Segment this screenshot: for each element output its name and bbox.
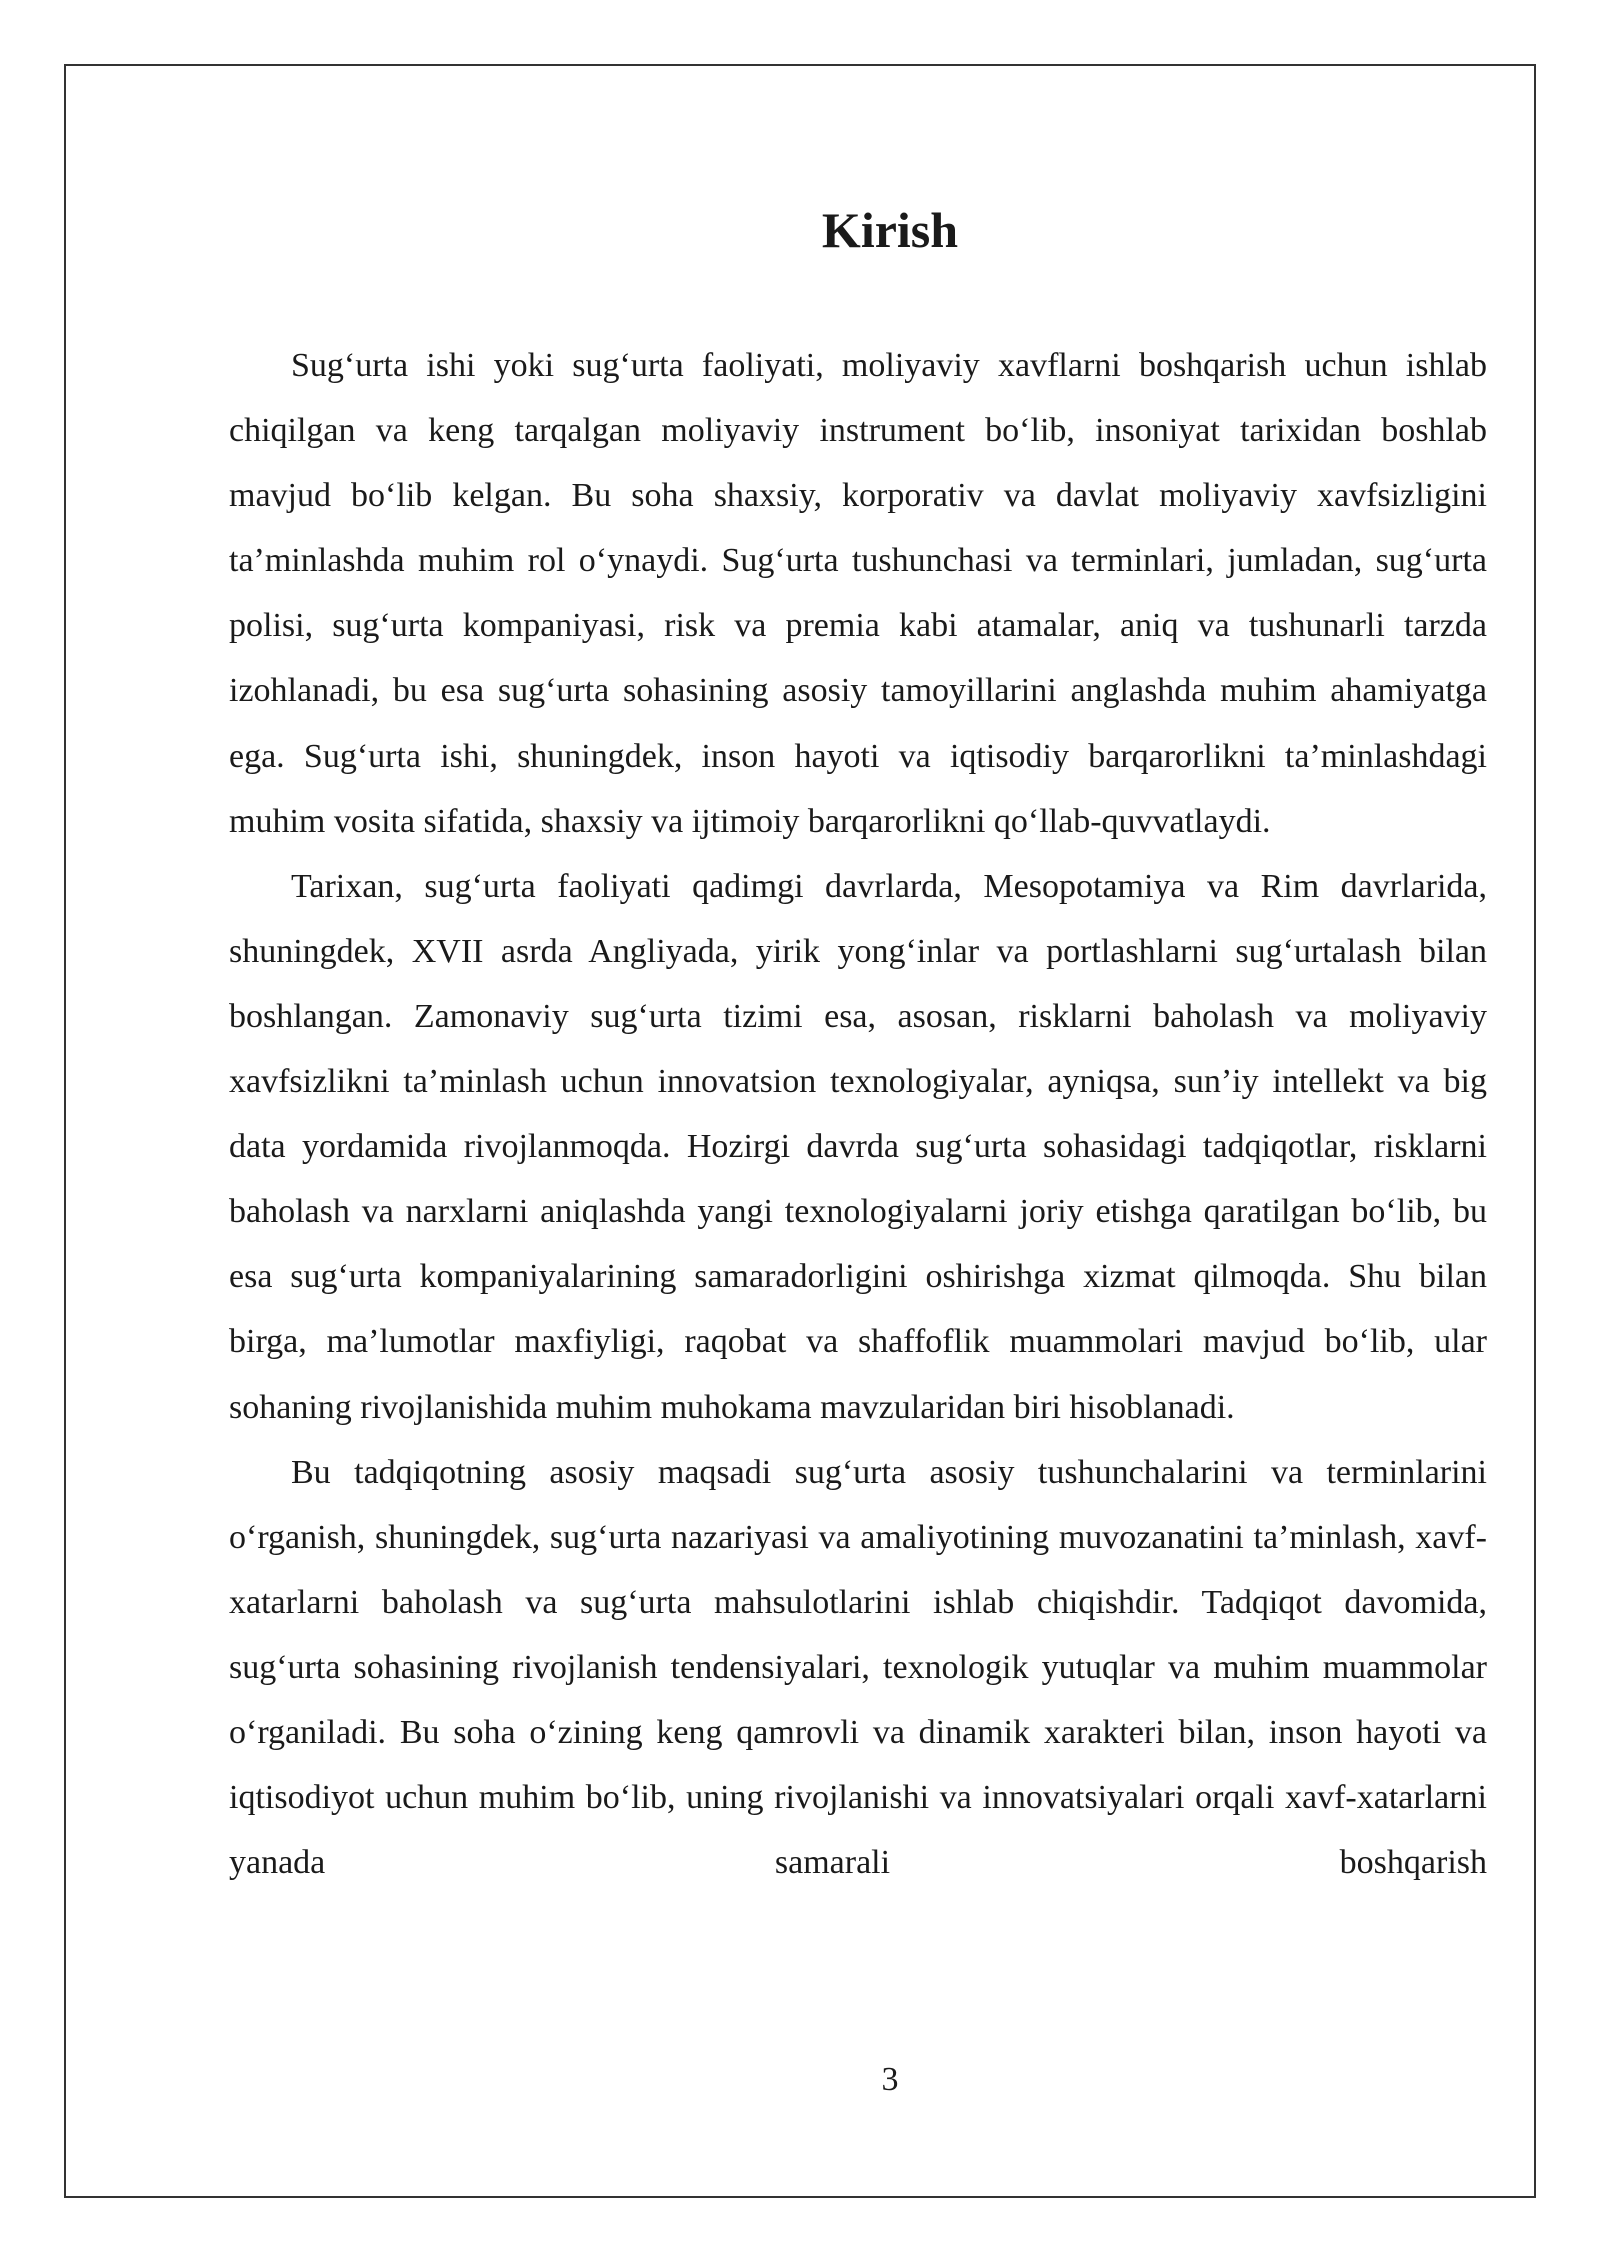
paragraph-1: Sug‘urta ishi yoki sug‘urta faoliyati, moliyaviy xavflarni boshqarish uchun ishlab chiqilgan va keng tarqalgan moliyaviy instrument bo‘lib, insoniyat tarixidan boshlab mavjud bo‘lib kelgan. Bu soha shaxsiy, korporativ va davlat moliyaviy xavfsizligini ta’minlashda muhim rol o‘ynaydi. Sug‘urta tushunchasi va terminlari, jumladan, sug‘urta polisi, sug‘urta kompaniyasi, risk va premia kabi atamalar, aniq va tushunarli tarzda izohlanadi, bu esa sug‘urta sohasining asosiy tamoyillarini anglashda muhim ahamiyatga ega. Sug‘urta ishi, shuningdek, inson hayoti va iqtisodiy barqarorlikni ta’minlashdagi muhim vosita sifatida, shaxsiy va ijtimoiy barqarorlikni qo‘llab-quvvatlaydi.: [229, 347, 1487, 840]
document-body: [229, 333, 1487, 1895]
paragraph-2: Tarixan, sug‘urta faoliyati qadimgi davrlarda, Mesopotamiya va Rim davrlarida, shuningdek, XVII asrda Angliyada, yirik yong‘inlar va portlashlarni sug‘urtalash bilan boshlangan. Zamonaviy sug‘urta tizimi esa, asosan, risklarni baholash va moliyaviy xavfsizlikni ta’minlash uchun innovatsion texnologiyalar, ayniqsa, sun’iy intellekt va big data yordamida rivojlanmoqda. Hozirgi davrda sug‘urta sohasidagi tadqiqotlar, risklarni baholash va narxlarni aniqlashda yangi texnologiyalarni joriy etishga qaratilgan bo‘lib, bu esa sug‘urta kompaniyalarining samaradorligini oshirishga xizmat qilmoqda. Shu bilan birga, ma’lumotlar maxfiyligi, raqobat va shaffoflik muammolari mavjud bo‘lib, ular sohaning rivojlanishida muhim muhokama mavzularidan biri hisoblanadi.: [229, 867, 1487, 1426]
page-title: Kirish: [821, 202, 959, 258]
page-number: 3: [881, 2061, 899, 2098]
paragraph-3: Bu tadqiqotning asosiy maqsadi sug‘urta asosiy tushunchalarini va terminlarini o‘rganish, shuningdek, sug‘urta nazariyasi va amaliyotining muvozanatini ta’minlash, xavf-xatarlarni baholash va sug‘urta mahsulotlarini ishlab chiqishdir. Tadqiqot davomida, sug‘urta sohasining rivojlanish tendensiyalari, texnologik yutuqlar va muhim muammolar o‘rganiladi. Bu soha o‘zining keng qamrovli va dinamik xarakteri bilan, inson hayoti va iqtisodiyot uchun muhim bo‘lib, uning rivojlanishi va innovatsiyalari orqali xavf-xatarlarni yanada samarali boshqarish: [229, 1453, 1487, 1882]
